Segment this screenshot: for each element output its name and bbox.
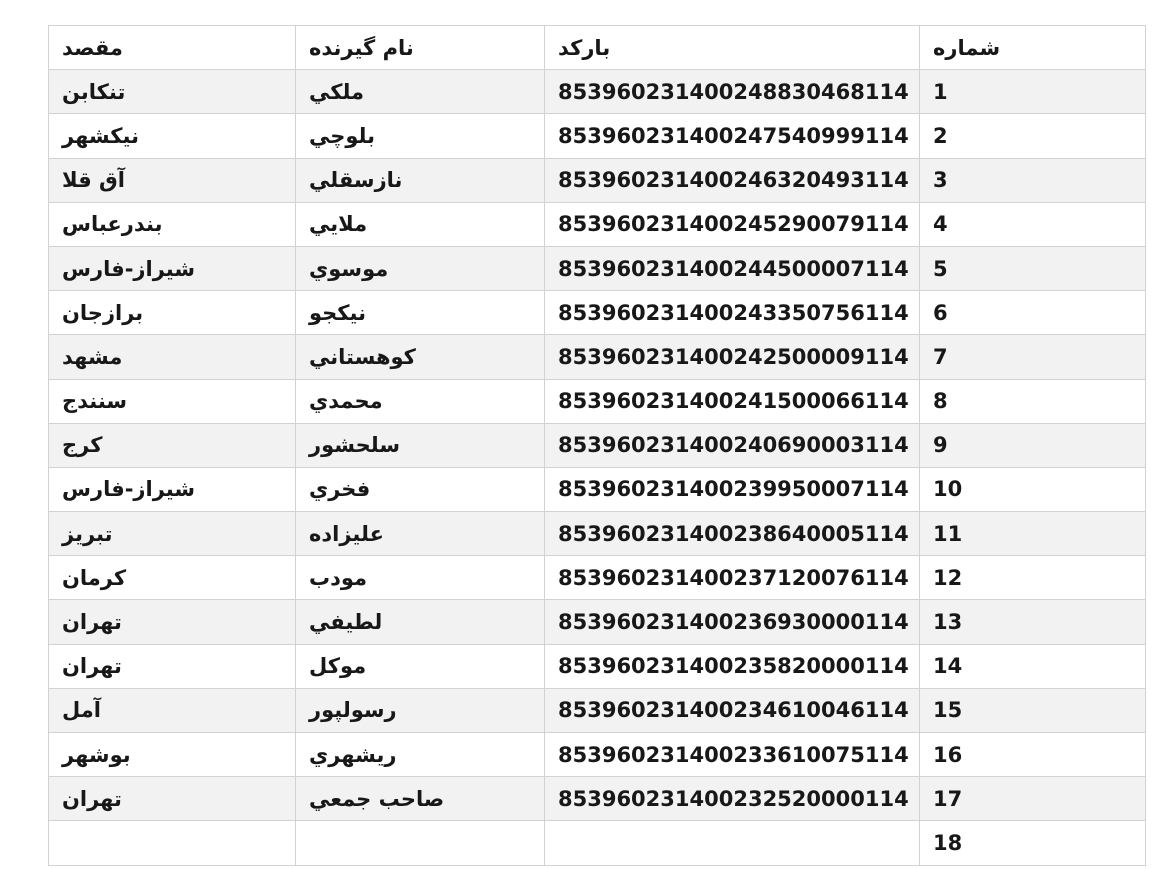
cell-number: 13 <box>920 600 1146 644</box>
cell-destination: تهران <box>49 644 296 688</box>
cell-destination: برازجان <box>49 291 296 335</box>
cell-barcode <box>545 821 920 865</box>
table-row <box>49 777 1146 821</box>
header-row <box>49 26 1146 70</box>
cell-barcode: 853960231400234610046114 <box>545 688 920 732</box>
table-row <box>49 467 1146 511</box>
cell-destination: تنكابن <box>49 70 296 114</box>
cell-number: 16 <box>920 733 1146 777</box>
cell-recipient: فخري <box>296 467 545 511</box>
table-row <box>49 335 1146 379</box>
cell-number: 8 <box>920 379 1146 423</box>
cell-number: 12 <box>920 556 1146 600</box>
cell-recipient: ملكي <box>296 70 545 114</box>
header-recipient: نام گيرنده <box>296 26 545 70</box>
table-row <box>49 114 1146 158</box>
cell-number: 11 <box>920 512 1146 556</box>
cell-recipient: سلحشور <box>296 423 545 467</box>
cell-destination: بوشهر <box>49 733 296 777</box>
table-row <box>49 556 1146 600</box>
cell-number: 6 <box>920 291 1146 335</box>
table-row <box>49 158 1146 202</box>
cell-destination: كرمان <box>49 556 296 600</box>
cell-recipient: رسولپور <box>296 688 545 732</box>
cell-barcode: 853960231400235820000114 <box>545 644 920 688</box>
cell-number: 17 <box>920 777 1146 821</box>
cell-recipient: بلوچي <box>296 114 545 158</box>
header-destination: مقصد <box>49 26 296 70</box>
table-row <box>49 423 1146 467</box>
cell-number: 9 <box>920 423 1146 467</box>
cell-number: 15 <box>920 688 1146 732</box>
cell-barcode: 853960231400248830468114 <box>545 70 920 114</box>
cell-number: 7 <box>920 335 1146 379</box>
cell-barcode: 853960231400244500007114 <box>545 246 920 290</box>
cell-recipient: لطيفي <box>296 600 545 644</box>
cell-number: 2 <box>920 114 1146 158</box>
cell-number: 5 <box>920 246 1146 290</box>
cell-barcode: 853960231400236930000114 <box>545 600 920 644</box>
cell-barcode: 853960231400246320493114 <box>545 158 920 202</box>
cell-recipient: ملايي <box>296 202 545 246</box>
table-row <box>49 821 1146 865</box>
cell-destination: شيراز-فارس <box>49 246 296 290</box>
cell-barcode: 853960231400242500009114 <box>545 335 920 379</box>
cell-destination: بندرعباس <box>49 202 296 246</box>
table-row <box>49 512 1146 556</box>
cell-recipient: صاحب جمعي <box>296 777 545 821</box>
table-row <box>49 291 1146 335</box>
cell-recipient: كوهستاني <box>296 335 545 379</box>
cell-destination: كرج <box>49 423 296 467</box>
table-row <box>49 600 1146 644</box>
cell-destination <box>49 821 296 865</box>
cell-barcode: 853960231400245290079114 <box>545 202 920 246</box>
cell-destination: نيكشهر <box>49 114 296 158</box>
shipping-manifest-table <box>48 25 1146 866</box>
cell-barcode: 853960231400240690003114 <box>545 423 920 467</box>
cell-destination: سنندج <box>49 379 296 423</box>
cell-recipient: ريشهري <box>296 733 545 777</box>
cell-barcode: 853960231400238640005114 <box>545 512 920 556</box>
cell-recipient <box>296 821 545 865</box>
cell-number: 14 <box>920 644 1146 688</box>
cell-recipient: عليزاده <box>296 512 545 556</box>
cell-number: 10 <box>920 467 1146 511</box>
header-barcode: باركد <box>545 26 920 70</box>
cell-destination: تهران <box>49 600 296 644</box>
cell-barcode: 853960231400243350756114 <box>545 291 920 335</box>
cell-destination: مشهد <box>49 335 296 379</box>
table-row <box>49 733 1146 777</box>
cell-destination: آمل <box>49 688 296 732</box>
cell-barcode: 853960231400241500066114 <box>545 379 920 423</box>
cell-number: 18 <box>920 821 1146 865</box>
cell-destination: آق قلا <box>49 158 296 202</box>
table-row <box>49 644 1146 688</box>
cell-recipient: نازسقلي <box>296 158 545 202</box>
table-body <box>49 70 1146 865</box>
cell-recipient: نيكجو <box>296 291 545 335</box>
table-row <box>49 202 1146 246</box>
cell-destination: تبريز <box>49 512 296 556</box>
table-row <box>49 688 1146 732</box>
table-header <box>49 26 1146 70</box>
cell-destination: تهران <box>49 777 296 821</box>
table-row <box>49 246 1146 290</box>
cell-barcode: 853960231400247540999114 <box>545 114 920 158</box>
cell-recipient: موسوي <box>296 246 545 290</box>
cell-recipient: مودب <box>296 556 545 600</box>
cell-number: 3 <box>920 158 1146 202</box>
header-number: شماره <box>920 26 1146 70</box>
cell-recipient: موكل <box>296 644 545 688</box>
cell-barcode: 853960231400233610075114 <box>545 733 920 777</box>
table-row <box>49 379 1146 423</box>
cell-recipient: محمدي <box>296 379 545 423</box>
cell-destination: شيراز-فارس <box>49 467 296 511</box>
cell-barcode: 853960231400239950007114 <box>545 467 920 511</box>
cell-barcode: 853960231400232520000114 <box>545 777 920 821</box>
cell-barcode: 853960231400237120076114 <box>545 556 920 600</box>
table-row <box>49 70 1146 114</box>
cell-number: 1 <box>920 70 1146 114</box>
cell-number: 4 <box>920 202 1146 246</box>
